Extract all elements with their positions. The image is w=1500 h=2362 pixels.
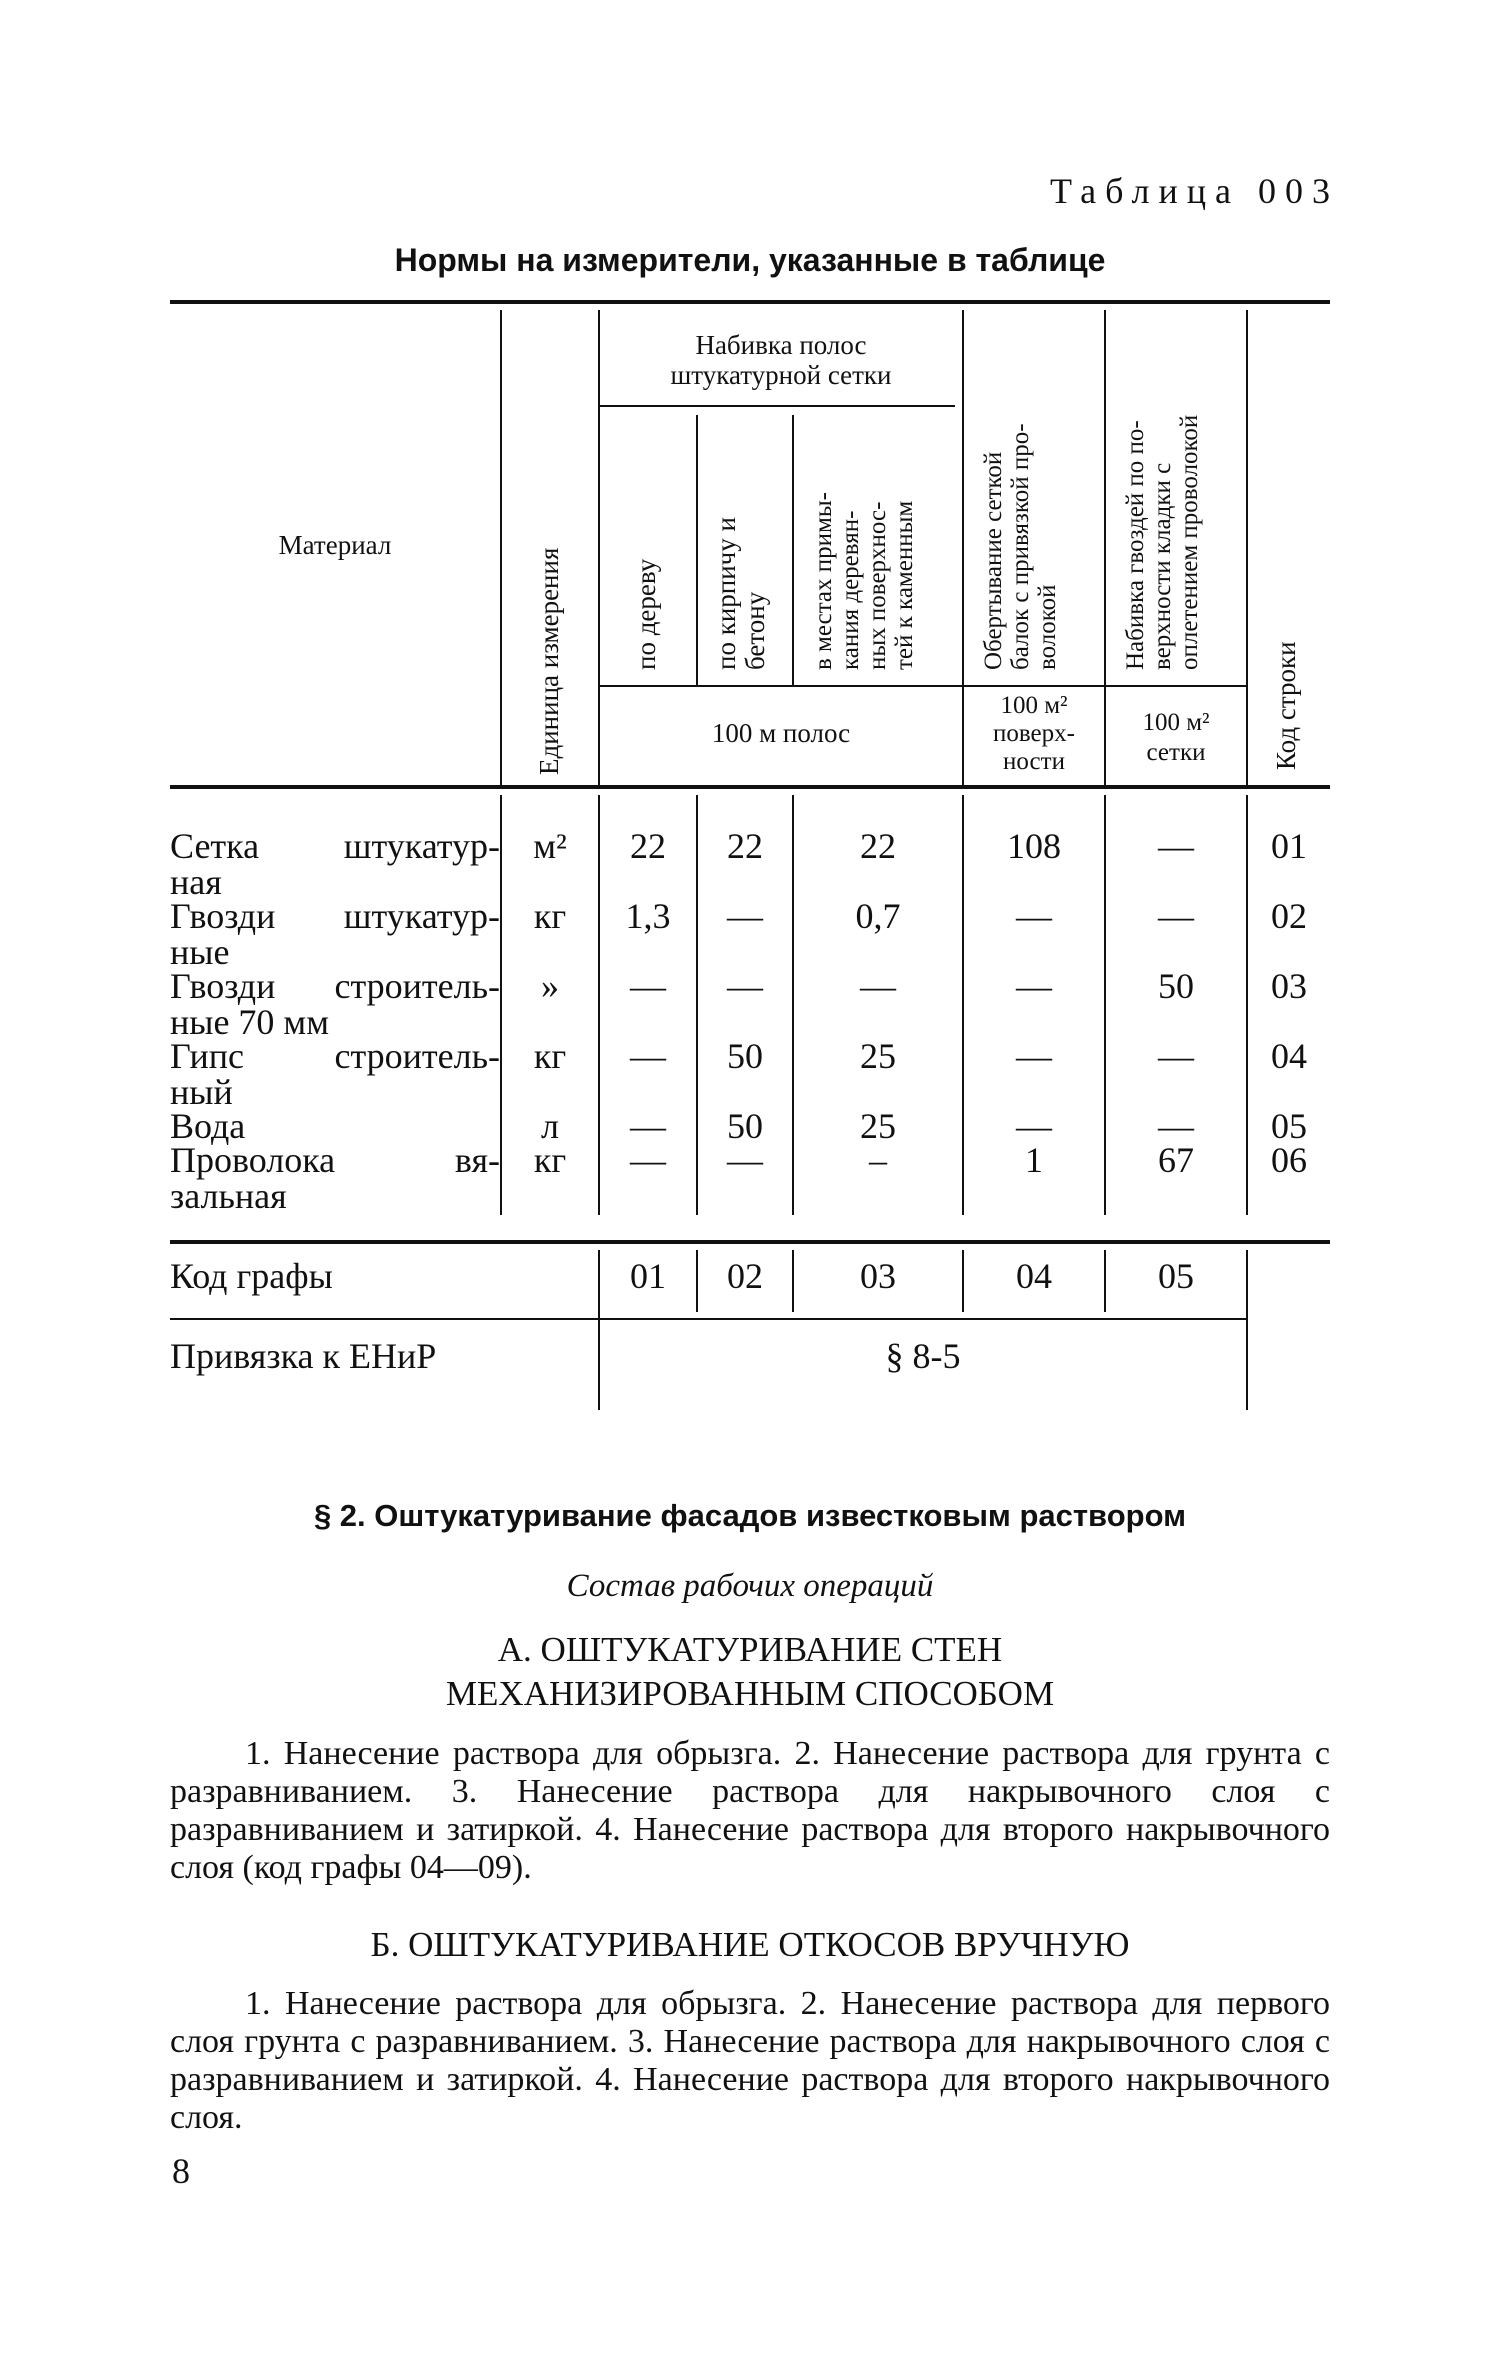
part-b-title: Б. ОШТУКАТУРИВАНИЕ ОТКОСОВ ВРУЧНУЮ [370, 1925, 1130, 1964]
row-value-c4: 108 [1007, 826, 1061, 866]
header-col1: по дереву [631, 558, 661, 670]
row-code: 03 [1271, 966, 1307, 1006]
row-value-c3: – [869, 1140, 887, 1180]
row-material: Проволока вя- зальная [170, 1140, 500, 1216]
privyazka-label: Привязка к ЕНиР [170, 1336, 437, 1376]
row-code: 04 [1271, 1036, 1307, 1076]
row-value-c4: — [1016, 1036, 1052, 1076]
header-bottom-rule [170, 785, 1330, 789]
row-material: Вода [170, 1106, 246, 1146]
row-value-c5: — [1158, 1036, 1194, 1076]
vline-footer-right [1246, 1250, 1248, 1410]
header-code-row: Код строки [1271, 641, 1301, 770]
row-value-c4: 1 [1025, 1140, 1043, 1180]
group-subrule [600, 405, 955, 407]
kod-grafy-label: Код графы [170, 1256, 333, 1296]
row-value-c4: — [1016, 896, 1052, 936]
row-value-c5: 67 [1158, 1140, 1194, 1180]
row-value-c2: 50 [727, 1106, 763, 1146]
row-material: Гипс строитель- ный [170, 1036, 500, 1112]
row-value-c2: 50 [727, 1036, 763, 1076]
row-unit: » [541, 966, 559, 1006]
row-material: Сетка штукатур- ная [170, 826, 500, 902]
row-value-c2: — [727, 966, 763, 1006]
vline-c3 [792, 415, 794, 685]
row-value-c1: 22 [630, 826, 666, 866]
row-unit: м² [533, 826, 567, 866]
row-code: 02 [1271, 896, 1307, 936]
header-material: Материал [278, 530, 392, 560]
header-unit-100m2-mesh: 100 м² сетки [1142, 709, 1210, 766]
vline-c2 [696, 415, 698, 685]
row-code: 01 [1271, 826, 1307, 866]
row-value-c5: — [1158, 1106, 1194, 1146]
section-subheading: Состав рабочих операций [566, 1568, 934, 1604]
header-group-nabivka: Набивка полос штукатурной сетки [670, 330, 892, 390]
header-col3: в местах примы- кания деревян- ных поверхнос- тей к каменным [810, 492, 918, 670]
row-value-c2: — [727, 1140, 763, 1180]
privyazka-value: § 8-5 [885, 1336, 961, 1376]
row-unit: кг [533, 896, 567, 936]
kod-grafy-c5: 05 [1158, 1256, 1194, 1296]
row-value-c1: — [630, 1036, 666, 1076]
header-col4: Обертывание сеткой балок с привязкой про- волокой [980, 423, 1061, 670]
row-value-c2: — [727, 896, 763, 936]
header-unit-100m2-surface: 100 м² поверх- ности [993, 692, 1075, 775]
table-top-rule [170, 300, 1330, 304]
unit-row-rule [600, 685, 1248, 687]
kod-grafy-c4: 04 [1016, 1256, 1052, 1296]
row-value-c1: — [630, 1140, 666, 1180]
row-value-c3: 25 [860, 1036, 896, 1076]
body-bottom-rule [170, 1240, 1330, 1244]
row-unit: кг [533, 1036, 567, 1076]
row-value-c5: — [1158, 826, 1194, 866]
row-value-c1: — [630, 966, 666, 1006]
row-value-c4: — [1016, 966, 1052, 1006]
row-material: Гвозди строитель- ные 70 мм [170, 966, 500, 1042]
vline-unit [500, 310, 502, 785]
row-value-c3: — [860, 966, 896, 1006]
kod-grafy-c1: 01 [630, 1256, 666, 1296]
row-code: 05 [1271, 1106, 1307, 1146]
row-value-c1: — [630, 1106, 666, 1146]
row-value-c1: 1,3 [625, 896, 671, 936]
section-heading: § 2. Оштукатуривание фасадов известковым раствором [313, 1498, 1187, 1533]
part-b-text: 1. Нанесение раствора для обрызга. 2. Нанесение раствора для первого слоя грунта с разравниванием. 3. Нанесение раствора для накрывочного слоя с разравниванием и затиркой. 4. Нанесение раствора для второго накрывочного слоя. [170, 1985, 1330, 2136]
code-row-bottom-rule [170, 1318, 1248, 1320]
table-title: Нормы на измерители, указанные в таблице [394, 242, 1106, 278]
part-a-title: А. ОШТУКАТУРИВАНИЕ СТЕН МЕХАНИЗИРОВАННЫМ СПОСОБОМ [445, 1630, 1055, 1713]
row-value-c3: 0,7 [855, 896, 901, 936]
row-code: 06 [1271, 1140, 1307, 1180]
page-number: 8 [172, 2151, 190, 2191]
header-unit-100m: 100 м полос [711, 718, 851, 748]
row-unit: л [541, 1106, 559, 1146]
table-label: Таблица 003 [1050, 171, 1339, 211]
row-value-c3: 25 [860, 1106, 896, 1146]
kod-grafy-c3: 03 [860, 1256, 896, 1296]
header-col5: Набивка гвоздей по по- верхности кладки с оплетением проволокой [1122, 414, 1203, 670]
row-value-c2: 22 [727, 826, 763, 866]
row-value-c5: — [1158, 896, 1194, 936]
kod-grafy-c2: 02 [727, 1256, 763, 1296]
row-value-c4: — [1016, 1106, 1052, 1146]
part-a-text: 1. Нанесение раствора для обрызга. 2. Нанесение раствора для грунта с разравниванием. 3. Нанесение раствора для накрывочного слоя с разравниванием и затиркой. 4. Нанесение раствора для второго накрывочного слоя (код графы 04—09). [170, 1735, 1330, 1886]
row-material: Гвозди штукатур- ные [170, 896, 500, 972]
row-value-c5: 50 [1158, 966, 1194, 1006]
vline-code [1246, 310, 1248, 785]
header-col2: по кирпичу и бетону [711, 517, 771, 670]
row-value-c3: 22 [860, 826, 896, 866]
header-unit: Единица измерения [534, 547, 564, 775]
row-unit: кг [533, 1140, 567, 1180]
